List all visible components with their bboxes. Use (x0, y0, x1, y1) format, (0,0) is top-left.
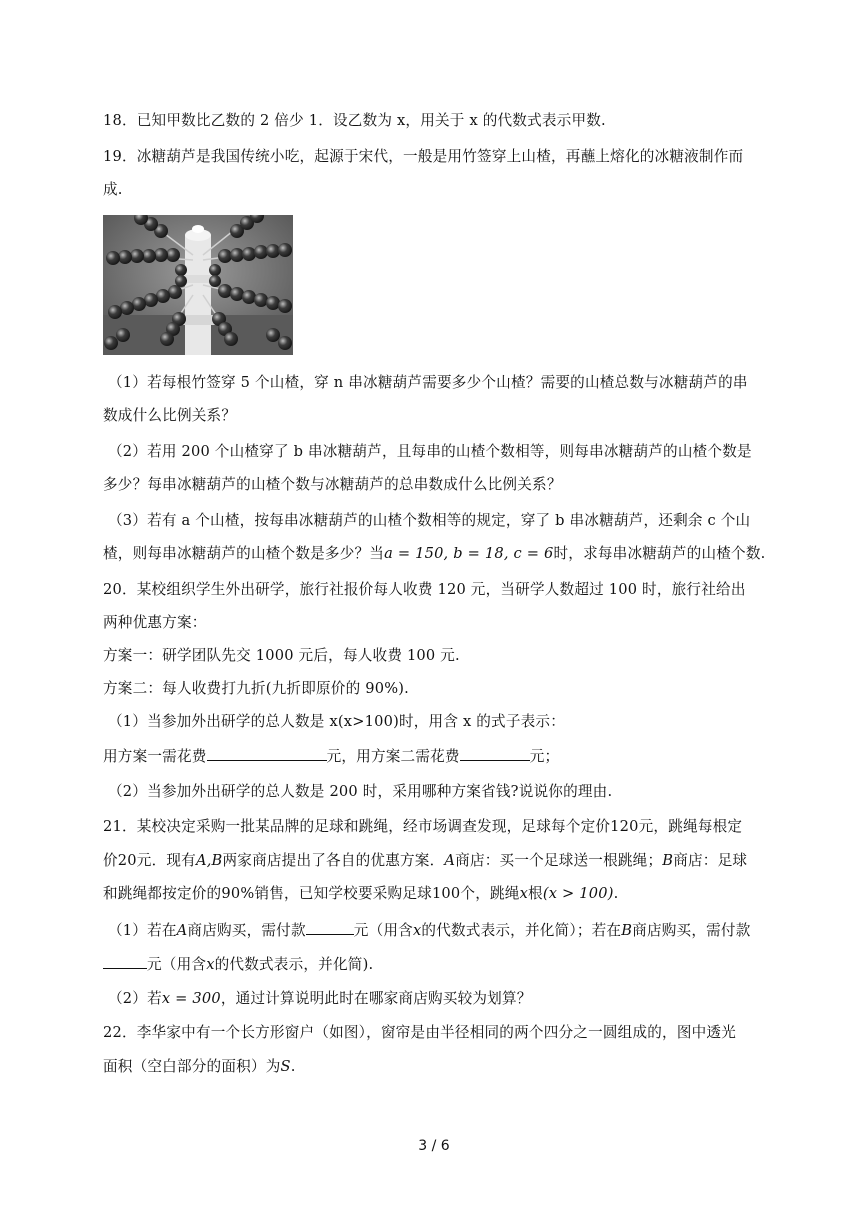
q21-football-count: 100 (431, 885, 461, 902)
q21-p1-l2-var-x: x (206, 956, 215, 973)
q21-p1-store-a: A (176, 922, 188, 939)
q19-part1-line2: 数成什么比例关系？ (103, 407, 237, 424)
q22-line1: 22．李华家中有一个长方形窗户（如图），窗帘是由半径相同的两个四分之一圆组成的，图中透光 (103, 1024, 737, 1041)
q21-l2-text-e: 商店：足球 (673, 852, 748, 869)
q18-text: 18．已知甲数比乙数的 2 倍少 1．设乙数为 x，用关于 x 的代数式表示甲数. (103, 112, 606, 129)
q19-part3-line1: （3）若有 a 个山楂，按每串冰糖葫芦的山楂个数相等的规定，穿了 b 串冰糖葫芦，还剩余 c 个山 (108, 512, 751, 529)
q19-part2-line2: 多少？每串冰糖葫芦的山楂个数与冰糖葫芦的总串数成什么比例关系？ (103, 476, 562, 493)
q21-rope-price: 20 (117, 852, 137, 869)
q21-p1-text-c: 元（用含 (353, 922, 413, 939)
q22-l2-text-a: 面积（空白部分的面积）为 (103, 1058, 281, 1075)
q21-line1 (103, 817, 742, 837)
q21-l3-text-b: 销售，已知学校要采购足球 (254, 885, 432, 902)
q21-p1-var-x: x (412, 922, 422, 939)
q19-intro-line1: 19．冰糖葫芦是我国传统小吃，起源于宋代，一般是用竹签穿上山楂，再蘸上熔化的冰糖液制作而 (103, 148, 744, 165)
q21-p2-text-b: ，通过计算说明此时在哪家商店购买较为划算？ (220, 990, 532, 1007)
q20-plan1: 方案一：研学团队先交 1000 元后，每人收费 100 元. (103, 647, 460, 664)
q21-part1-line1 (108, 920, 751, 941)
q21-p1-text-b: 商店购买，需付款 (187, 922, 306, 939)
q19-intro-line2: 成. (103, 181, 123, 198)
q21-p1-l2-text-a: 元（用含 (147, 956, 207, 973)
q21-l2-text-c: 两家商店提出了各自的优惠方案． (222, 852, 445, 869)
q20-plan2: 方案二：每人收费打九折(九折即原价的 90%). (103, 680, 409, 697)
q22-l2-text-b: . (290, 1058, 296, 1075)
q21-var-x: x (519, 885, 529, 902)
q21-l1-text-b: 元，跳绳每根定 (638, 818, 743, 835)
q21-p1-l2-text-b: 的代数式表示，并化简). (214, 956, 374, 973)
q20-intro-line1: 20．某校组织学生外出研学，旅行社报价每人收费 120 元，当研学人数超过 100 时，旅行社给出 (103, 581, 746, 598)
candied-hawthorn-photo (103, 215, 293, 355)
q20-part1: （1）当参加外出研学的总人数是 x(x>100)时，用含 x 的式子表示： (108, 713, 566, 730)
q19-part3-line2 (103, 544, 765, 564)
q20-blank-plan2[interactable] (460, 746, 530, 761)
q21-l3-text-a: 和跳绳都按定价的 (103, 885, 222, 902)
q21-p1-text-e: 商店购买，需付款 (632, 922, 751, 939)
q21-football-price: 120 (610, 818, 639, 835)
q19-part1-line1: （1）若每根竹签穿 5 个山楂，穿 n 串冰糖葫芦需要多少个山楂？需要的山楂总数与冰糖葫芦的串 (108, 374, 748, 391)
q20-fill-text-a: 用方案一需花费 (103, 748, 207, 765)
q21-part2 (108, 989, 532, 1009)
q20-blank-plan1[interactable] (207, 746, 327, 761)
q21-stores-ab: A,B (195, 852, 223, 869)
q22-line2 (103, 1057, 296, 1077)
q21-l3-text-d: 根 (528, 885, 543, 902)
q20-part2: （2）当参加外出研学的总人数是 200 时，采用哪种方案省钱?说说你的理由. (108, 783, 613, 800)
q21-part1-line2 (103, 954, 373, 975)
q21-l2-text-d: 商店：买一个足球送一根跳绳； (455, 852, 663, 869)
q22-var-s: S (280, 1058, 291, 1075)
q21-l2-text-b: 元．现有 (136, 852, 196, 869)
q21-blank-store-b[interactable] (103, 954, 147, 969)
q21-l2-text-a: 价 (103, 852, 118, 869)
q21-p2-text-a: （2）若 (108, 990, 162, 1007)
q21-p1-store-b: B (621, 922, 633, 939)
q20-fill-line (103, 746, 559, 767)
q21-l3-text-c: 个，跳绳 (460, 885, 520, 902)
page-number: 3 / 6 (418, 1138, 450, 1154)
q20-intro-line2: 两种优惠方案： (103, 614, 207, 631)
q21-line2 (103, 851, 747, 871)
q19-part3-text-b: 时，求每串冰糖葫芦的山楂个数. (553, 545, 766, 562)
q19-part2-line1: （2）若用 200 个山楂穿了 b 串冰糖葫芦，且每串的山楂个数相等，则每串冰糖葫芦的山楂个数是 (108, 443, 752, 460)
q21-store-b: B (662, 852, 674, 869)
q19-part3-math: a = 150, b = 18, c = 6 (384, 545, 554, 562)
q21-p2-math: x = 300 (161, 990, 221, 1007)
q19-part3-text-a: 楂，则每串冰糖葫芦的山楂个数是多少？当 (103, 545, 385, 562)
q21-l3-text-e: . (613, 885, 619, 902)
q21-store-a: A (444, 852, 456, 869)
q21-condition: (x > 100) (542, 885, 614, 902)
q21-line3 (103, 884, 618, 904)
q20-fill-text-b: 元，用方案二需花费 (326, 748, 460, 765)
q21-discount-pct: 90% (221, 885, 255, 902)
q21-l1-text-a: 21．某校决定采购一批某品牌的足球和跳绳，经市场调查发现，足球每个定价 (103, 818, 611, 835)
q21-blank-store-a[interactable] (306, 920, 354, 935)
q20-fill-text-c: 元； (529, 748, 560, 765)
q21-p1-text-d: 的代数式表示，并化简）；若在 (421, 922, 622, 939)
q21-p1-text-a: （1）若在 (108, 922, 177, 939)
